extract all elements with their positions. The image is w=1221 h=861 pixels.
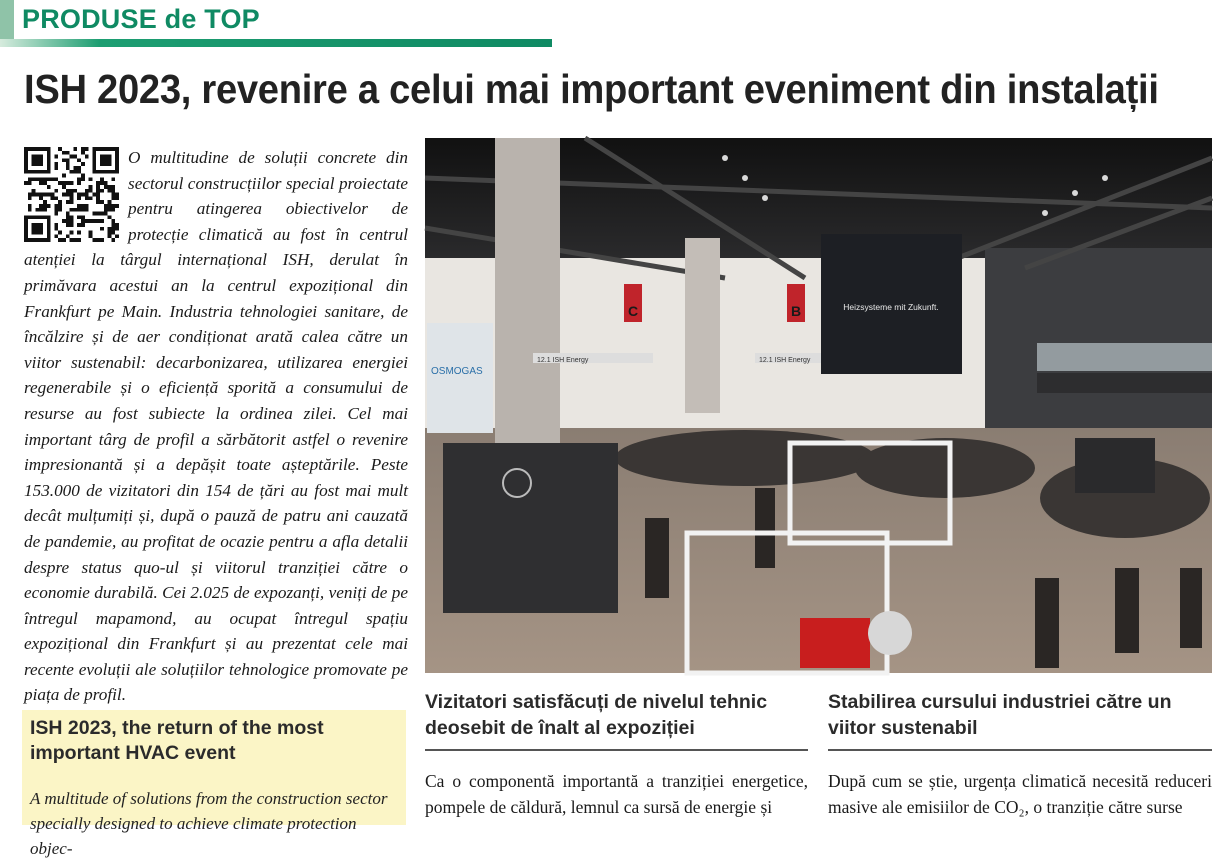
column-1-heading: Vizitatori satisfăcuți de nivelul tehnic deosebit de înalt al expoziției bbox=[425, 691, 768, 739]
hall-sign-c: C bbox=[627, 303, 639, 319]
section-rule bbox=[0, 39, 552, 47]
lead-text: O multitudine de soluții concrete din sectorul construcțiilor special proiectate pentru atingerea obiectivelor de protecție climatică au fost în centrul atenției la târgul internațional ISH, derulat în primăvara acestui an la centrul expozițional din Frankfurt pe Main. Industria tehnologiei sanitare, de încălzire și de aer condiționat arată calea către un viitor sustenabil: decarbonizarea, utilizarea energiei regenerabile și o eficiență sporită a consumului de resurse au fost subiecte la ordinea zilei. Cel mai important târg de profil a sărbătorit astfel o revenire impresionantă și a depășit toate așteptările. Peste 153.000 de vizitatori din 154 de țări au fost mai mult decât mulțumiți și, după o pauză de patru ani cauzată de pandemie, au profitat de ocazie pentru a afla detalii despre status quo-ul și viitorul tranziției către o economie durabilă. Cei 2.025 de expozanți, veniți de pe întregul mapamond, au ocupat întregul spațiu expozițional din Frankfurt și au prezentat cele mai recente evoluții ale soluțiilor tehnologice promovate pe piața de profil. bbox=[24, 148, 408, 705]
section-title: PRODUSE de TOP bbox=[22, 4, 260, 34]
column-2-heading: Stabilirea cursului industriei către un viitor sustenabil bbox=[828, 691, 1172, 739]
english-summary-box bbox=[22, 710, 406, 858]
english-summary-text: A multitude of solutions from the construction sector specially designed to achieve climate protection objec- bbox=[30, 789, 388, 858]
screen-text: Heizsysteme mit Zukunft. bbox=[843, 302, 939, 312]
column-1-text: Ca o componentă importantă a tranziției energetice, pompele de căldură, lemnul ca sursă de energie și bbox=[425, 771, 808, 817]
banner-right: 12.1 ISH Energy bbox=[759, 357, 811, 364]
column-1-rule bbox=[425, 749, 808, 751]
section-accent bbox=[0, 0, 14, 44]
column-2-rule bbox=[828, 749, 1212, 751]
column-2-text: După cum se știe, urgența climatică necesită reduceri masive ale emisiilor de CO₂, o tranziție către surse bbox=[828, 771, 1212, 817]
brand-sign: OSMOGAS bbox=[431, 366, 483, 377]
english-summary-title: ISH 2023, the return of the most important HVAC event bbox=[30, 717, 324, 764]
banner-left: 12.1 ISH Energy bbox=[537, 357, 589, 364]
article-title: ISH 2023, revenire a celui mai important eveniment din instalații bbox=[24, 66, 1159, 112]
section-header bbox=[0, 0, 552, 48]
lead-paragraph bbox=[24, 145, 408, 708]
exhibition-hall-photo bbox=[425, 138, 1212, 673]
hall-sign-b: B bbox=[790, 303, 802, 319]
